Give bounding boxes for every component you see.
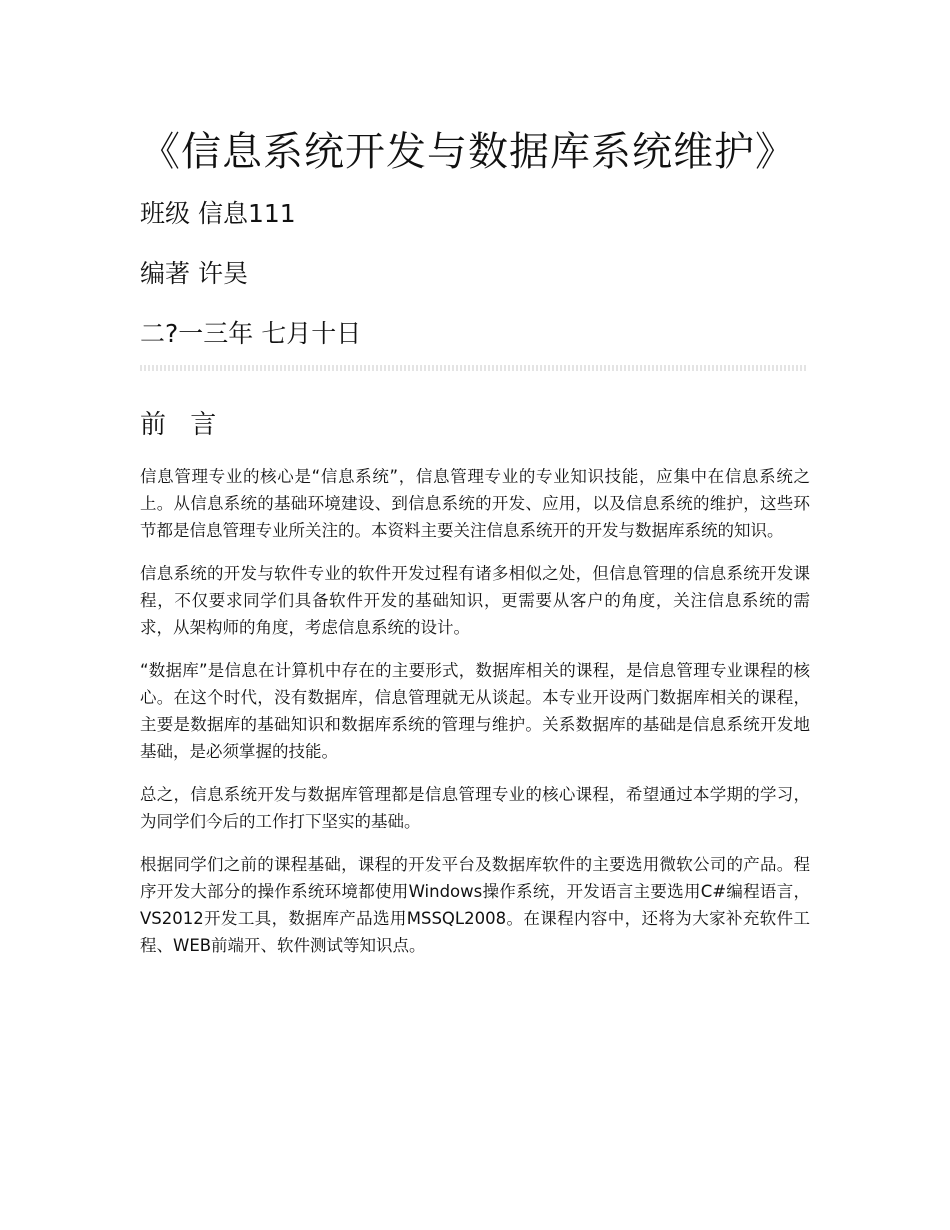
date-line: 二?一三年 七月十日 [140,319,362,348]
paragraph: 信息管理专业的核心是“信息系统”，信息管理专业的专业知识技能，应集中在信息系统之上。从信息系统的基础环境建设、到信息系统的开发、应用，以及信息系统的维护，这些环节都是信息管理专业所关注的。本资料主要关注信息系统开的开发与数据库系统的知识。 [140,467,810,540]
dotted-divider [140,365,808,371]
class-line: 班级 信息111 [140,199,296,228]
paragraph: 根据同学们之前的课程基础，课程的开发平台及数据库软件的主要选用微软公司的产品。程序开发大部分的操作系统环境都使用Windows操作系统，开发语言主要选用C#编程语言，VS2012开发工具，数据库产品选用MSSQL2008。在课程内容中，还将为大家补充软件工程、WEB前端开、软件测试等知识点。 [140,855,810,955]
paragraph: 总之，信息系统开发与数据库管理都是信息管理专业的核心课程，希望通过本学期的学习，为同学们今后的工作打下坚实的基础。 [140,785,810,831]
author-line: 编著 许昊 [140,259,248,288]
paragraph: “数据库”是信息在计算机中存在的主要形式，数据库相关的课程，是信息管理专业课程的核心。在这个时代，没有数据库，信息管理就无从谈起。本专业开设两门数据库相关的课程，主要是数据库的基础知识和数据库系统的管理与维护。关系数据库的基础是信息系统开发地基础，是必须掌握的技能。 [140,661,810,761]
preface-heading: 前 言 [140,410,225,440]
preface-body [140,463,810,959]
document-title: 《信息系统开发与数据库系统维护》 [140,129,796,175]
paragraph: 信息系统的开发与软件专业的软件开发过程有诸多相似之处，但信息管理的信息系统开发课程，不仅要求同学们具备软件开发的基础知识，更需要从客户的角度，关注信息系统的需求，从架构师的角度，考虑信息系统的设计。 [140,564,810,637]
